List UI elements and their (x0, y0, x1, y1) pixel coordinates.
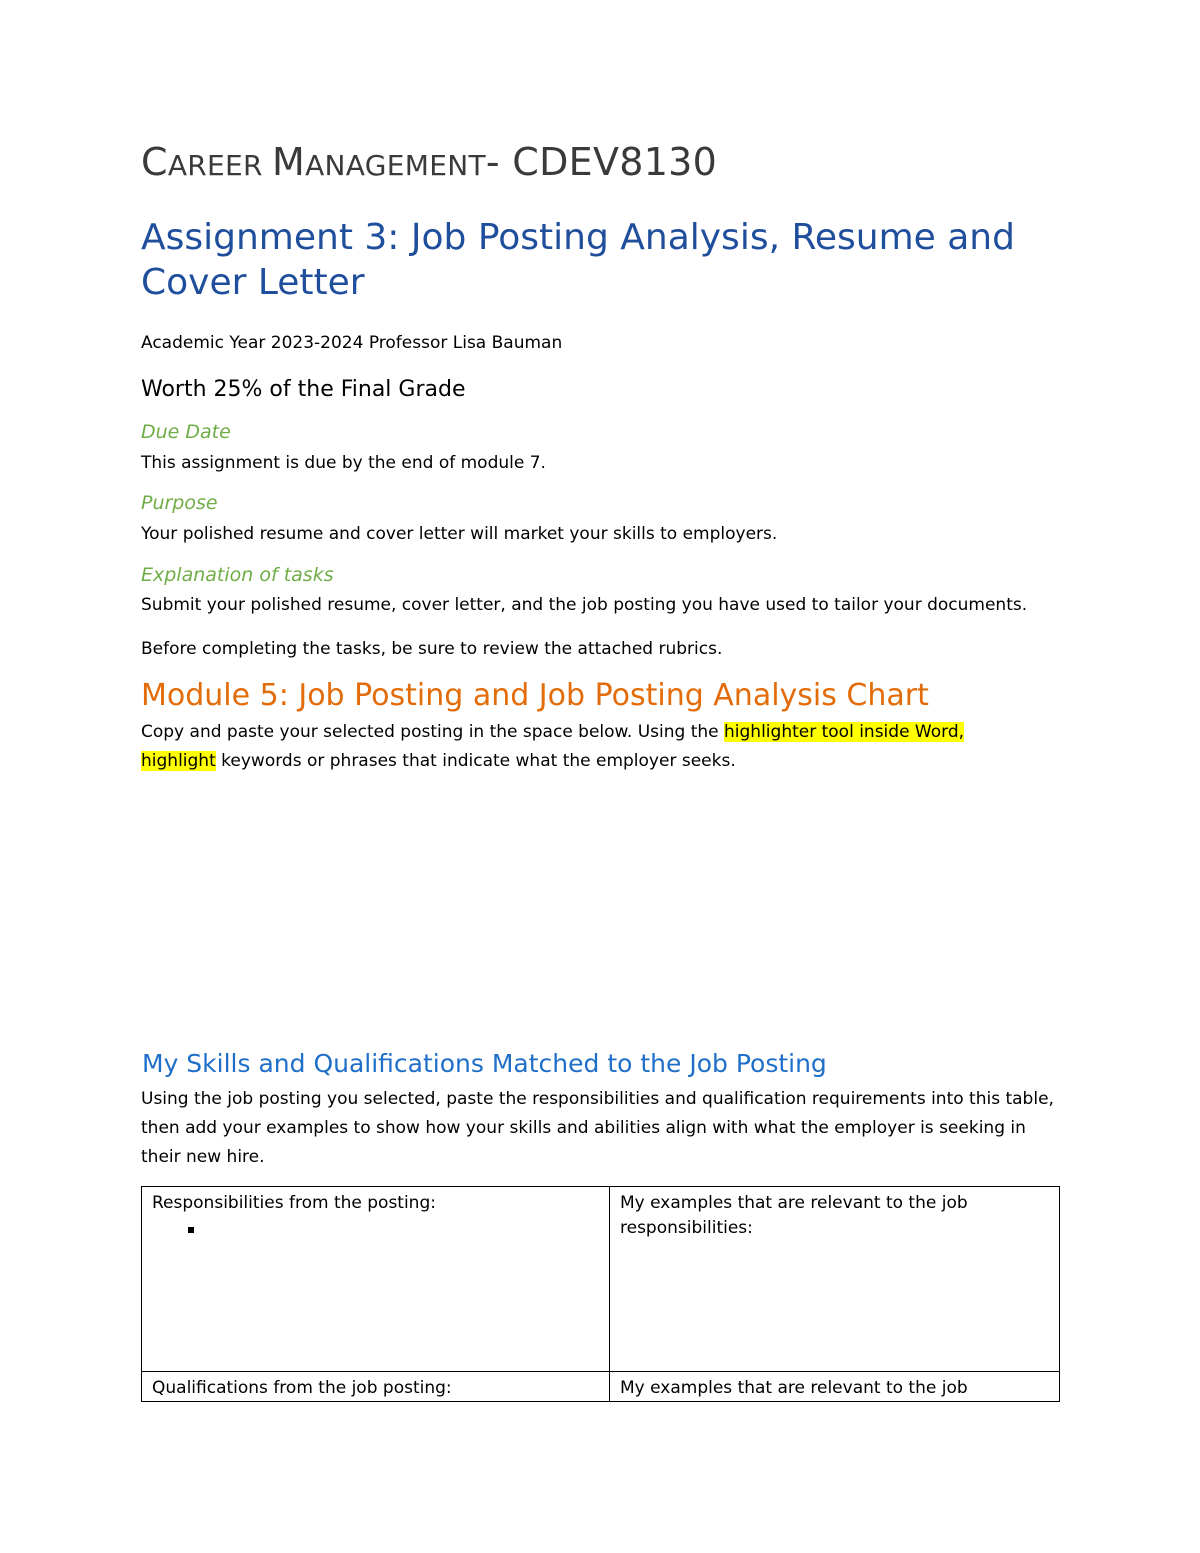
tasks-note: Before completing the tasks, be sure to review the attached rubrics. (141, 639, 723, 659)
module5-line1: Copy and paste your selected posting in the space below. Using the highlighter tool inside Word, (141, 722, 965, 742)
module5-line2: highlight keywords or phrases that indicate what the employer seeks. (141, 751, 736, 771)
academic-year-line: Academic Year 2023-2024 Professor Lisa Bauman (141, 333, 563, 353)
due-date-heading: Due Date (141, 421, 231, 443)
highlighted-text: highlight (141, 751, 216, 771)
table-cell[interactable] (142, 1187, 610, 1372)
purpose-text: Your polished resume and cover letter will market your skills to employers. (141, 524, 778, 544)
due-date-text: This assignment is due by the end of module 7. (141, 453, 546, 473)
table-cell[interactable] (610, 1187, 1060, 1372)
highlighted-text: highlighter tool inside Word, (724, 722, 965, 742)
skills-table (141, 1186, 1060, 1402)
tasks-heading: Explanation of tasks (141, 564, 334, 586)
purpose-heading: Purpose (141, 492, 218, 514)
table-row (142, 1187, 1060, 1372)
table-cell[interactable] (142, 1372, 610, 1402)
course-title: CAREER MANAGEMENT- CDEV8130 (141, 140, 718, 184)
responsibilities-examples-label: My examples that are relevant to the job responsibilities: (620, 1193, 968, 1238)
bullet-icon (188, 1227, 194, 1233)
table-cell[interactable] (610, 1372, 1060, 1402)
bullet-item (152, 1216, 599, 1241)
table-row (142, 1372, 1060, 1402)
assignment-title: Assignment 3: Job Posting Analysis, Resume and Cover Letter (141, 217, 1015, 303)
skills-heading: My Skills and Qualifications Matched to the Job Posting (142, 1049, 827, 1078)
skills-text: Using the job posting you selected, paste the responsibilities and qualification requirements into this table, then add your examples to show how your skills and abilities align with what the employer is seeking in their new hire. (141, 1089, 1054, 1167)
qualifications-examples-label: My examples that are relevant to the job (620, 1378, 968, 1398)
qualifications-label: Qualifications from the job posting: (152, 1378, 452, 1398)
responsibilities-label: Responsibilities from the posting: (152, 1193, 436, 1213)
module5-heading: Module 5: Job Posting and Job Posting Analysis Chart (141, 678, 929, 713)
worth-heading: Worth 25% of the Final Grade (141, 377, 466, 402)
tasks-text: Submit your polished resume, cover letter, and the job posting you have used to tailor your documents. (141, 595, 1028, 615)
